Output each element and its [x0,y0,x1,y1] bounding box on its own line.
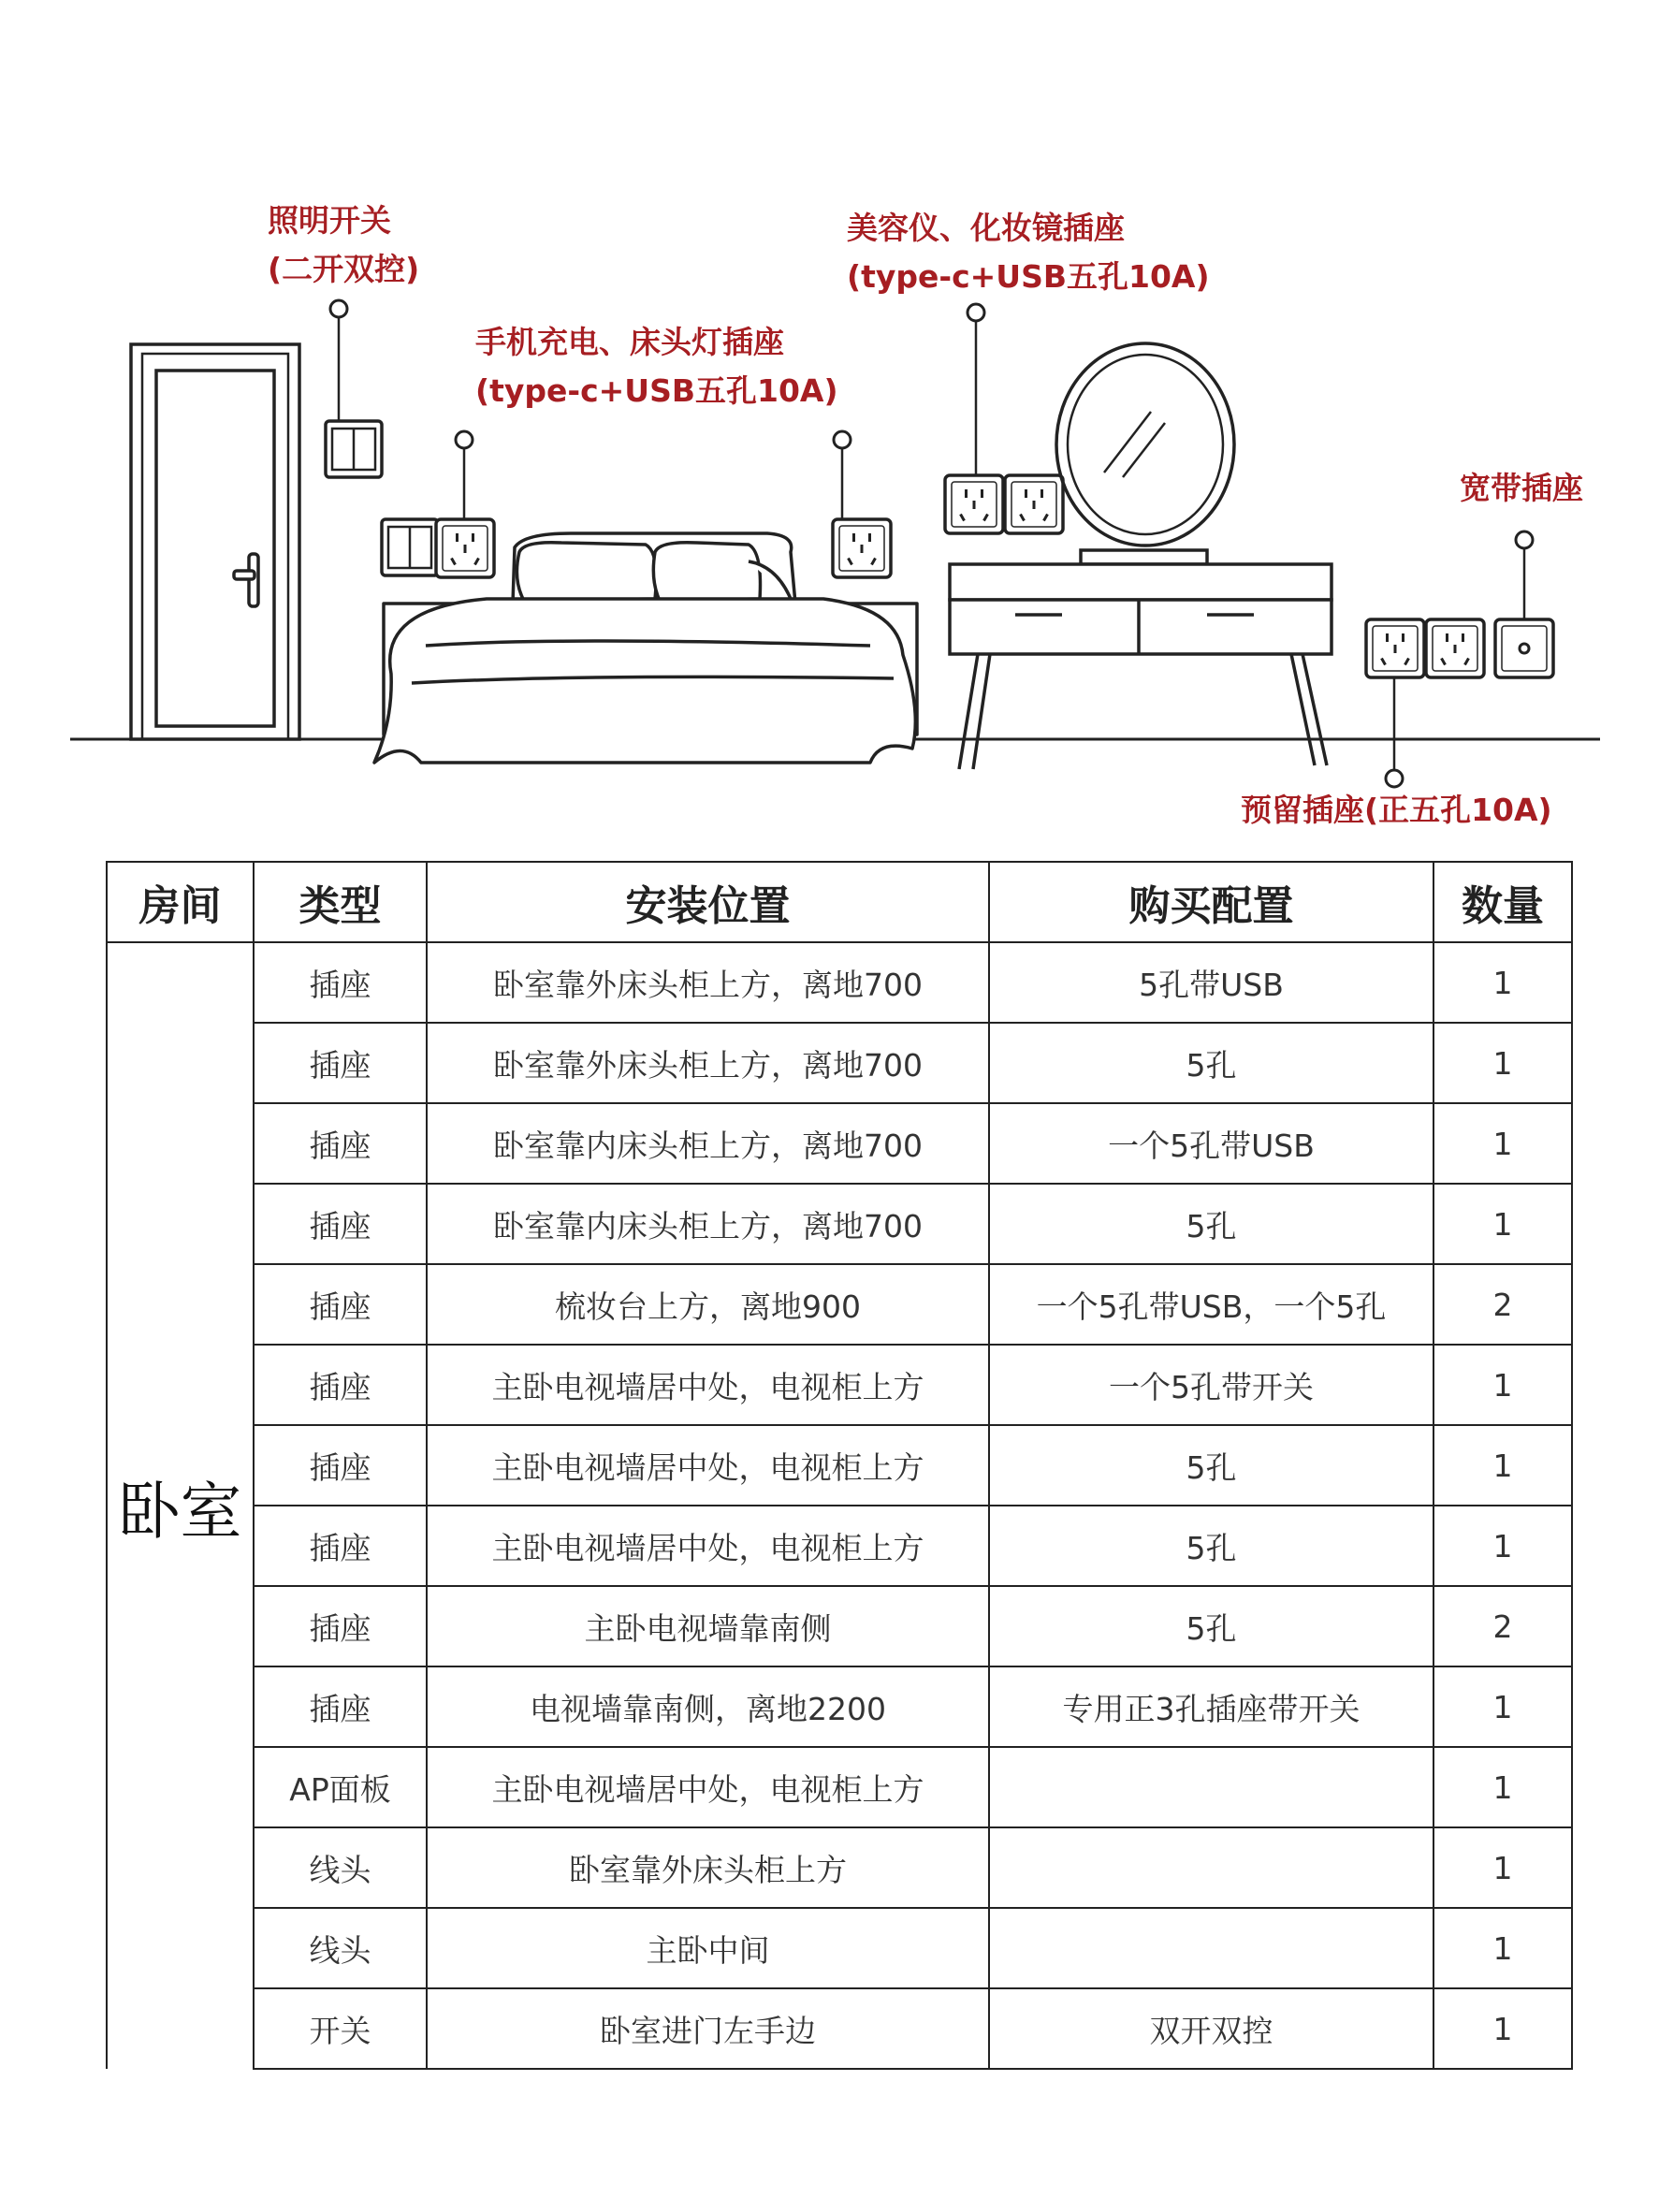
dressing-socket-1-icon [945,475,1003,533]
header-config: 购买配置 [989,862,1433,942]
type-cell: 插座 [254,1345,427,1425]
location-cell: 主卧电视墙居中处，电视柜上方 [427,1425,989,1506]
qty-cell: 1 [1433,1184,1572,1264]
qty-cell: 1 [1433,1506,1572,1586]
qty-cell: 2 [1433,1586,1572,1666]
qty-cell: 1 [1433,1103,1572,1184]
table-row [107,1908,1572,1988]
bedside-switch-icon [382,519,438,575]
header-location: 安装位置 [427,862,989,942]
type-cell: 插座 [254,1264,427,1345]
phone-socket-label-line2: (type-c+USB五孔10A) [475,372,838,409]
config-cell: 5孔 [989,1586,1433,1666]
header-room: 房间 [107,862,254,942]
table-header-row [107,862,1572,942]
table-row [107,1666,1572,1747]
socket-plan-table [106,861,1573,2070]
phone-socket-label-line1: 手机充电、床头灯插座 [475,324,784,360]
reserved-socket-label-line1: 预留插座(正五孔10A) [1241,792,1552,828]
location-cell: 主卧电视墙居中处，电视柜上方 [427,1506,989,1586]
lighting-switch-label-line1: 照明开关 [268,202,391,239]
type-cell: 开关 [254,1988,427,2069]
lighting-switch-label-line2: (二开双控) [268,251,420,287]
qty-cell: 1 [1433,1345,1572,1425]
type-cell: AP面板 [254,1747,427,1827]
lighting-switch-pin [330,300,347,421]
bedside-socket-left-icon [436,519,494,577]
beauty-socket-label-line2: (type-c+USB五孔10A) [847,258,1210,295]
location-cell: 电视墙靠南侧，离地2200 [427,1666,989,1747]
table-row [107,1425,1572,1506]
qty-cell: 1 [1433,1747,1572,1827]
type-cell: 线头 [254,1908,427,1988]
phone-socket-pin-right [834,431,851,519]
qty-cell: 1 [1433,1666,1572,1747]
location-cell: 主卧电视墙居中处，电视柜上方 [427,1747,989,1827]
reserved-socket-2-icon [1426,619,1484,677]
config-cell [989,1747,1433,1827]
table-row [107,1988,1572,2069]
table-row [107,1586,1572,1666]
type-cell: 线头 [254,1827,427,1908]
type-cell: 插座 [254,1666,427,1747]
table-row [107,1747,1572,1827]
type-cell: 插座 [254,1023,427,1103]
location-cell: 卧室进门左手边 [427,1988,989,2069]
phone-socket-pin-left [456,431,473,519]
table-row [107,1023,1572,1103]
config-cell: 5孔 [989,1023,1433,1103]
type-cell: 插座 [254,1506,427,1586]
broadband-socket-label-line1: 宽带插座 [1460,470,1583,506]
reserved-socket-1-icon [1366,619,1424,677]
table-row [107,1264,1572,1345]
location-cell: 梳妆台上方，离地900 [427,1264,989,1345]
table-row [107,1506,1572,1586]
table-row [107,1184,1572,1264]
bedroom-illustration [0,0,1659,851]
location-cell: 卧室靠内床头柜上方，离地700 [427,1184,989,1264]
location-cell: 卧室靠外床头柜上方，离地700 [427,942,989,1023]
phone-socket-label [475,318,838,415]
table-row [107,942,1572,1023]
table-row [107,1103,1572,1184]
type-cell: 插座 [254,1425,427,1506]
reserved-socket-label [1241,786,1552,835]
broadband-socket-icon [1495,619,1553,677]
qty-cell: 1 [1433,1827,1572,1908]
config-cell: 一个5孔带开关 [989,1345,1433,1425]
mirror [1056,343,1234,564]
type-cell: 插座 [254,942,427,1023]
reserved-socket-pin [1386,677,1403,787]
beauty-socket-label-line1: 美容仪、化妆镜插座 [847,210,1125,246]
config-cell [989,1827,1433,1908]
table-row [107,1827,1572,1908]
config-cell: 双开双控 [989,1988,1433,2069]
config-cell: 5孔 [989,1425,1433,1506]
config-cell: 一个5孔带USB [989,1103,1433,1184]
qty-cell: 1 [1433,942,1572,1023]
type-cell: 插座 [254,1184,427,1264]
type-cell: 插座 [254,1103,427,1184]
header-type: 类型 [254,862,427,942]
qty-cell: 1 [1433,1023,1572,1103]
socket-plan-table-wrap [106,861,1571,2070]
location-cell: 卧室靠外床头柜上方，离地700 [427,1023,989,1103]
dressing-socket-2-icon [1005,475,1063,533]
qty-cell: 1 [1433,1425,1572,1506]
config-cell: 5孔 [989,1506,1433,1586]
config-cell: 5孔 [989,1184,1433,1264]
broadband-socket-pin [1516,531,1533,619]
qty-cell: 1 [1433,1908,1572,1988]
config-cell [989,1908,1433,1988]
qty-cell: 1 [1433,1988,1572,2069]
lighting-switch-label [268,196,419,294]
table-row [107,1345,1572,1425]
location-cell: 主卧电视墙靠南侧 [427,1586,989,1666]
broadband-socket-label [1460,464,1583,513]
table-body [107,942,1572,2069]
lighting-switch-icon [326,421,382,477]
location-cell: 卧室靠外床头柜上方 [427,1827,989,1908]
room-cell: 卧室 [107,942,254,2069]
qty-cell: 2 [1433,1264,1572,1345]
header-qty: 数量 [1433,862,1572,942]
config-cell: 5孔带USB [989,942,1433,1023]
location-cell: 主卧中间 [427,1908,989,1988]
bedside-socket-right-icon [833,519,891,577]
location-cell: 主卧电视墙居中处，电视柜上方 [427,1345,989,1425]
type-cell: 插座 [254,1586,427,1666]
config-cell: 一个5孔带USB，一个5孔 [989,1264,1433,1345]
beauty-socket-pin [968,304,984,475]
beauty-socket-label [847,204,1210,301]
config-cell: 专用正3孔插座带开关 [989,1666,1433,1747]
door [131,344,299,739]
location-cell: 卧室靠内床头柜上方，离地700 [427,1103,989,1184]
